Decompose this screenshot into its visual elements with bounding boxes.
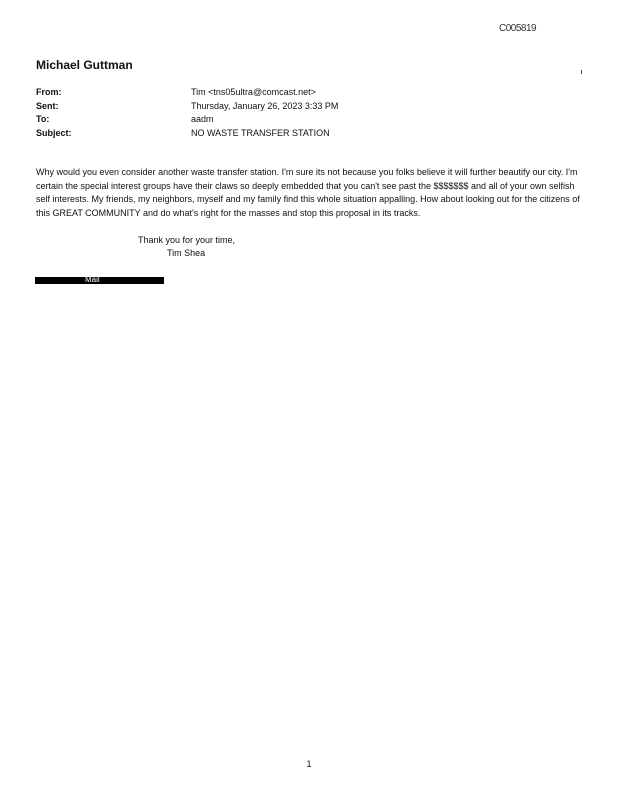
subject-value: NO WASTE TRANSFER STATION xyxy=(191,127,330,138)
sent-value: Thursday, January 26, 2023 3:33 PM xyxy=(191,100,339,111)
from-label: From: xyxy=(36,87,62,97)
email-body xyxy=(36,166,586,220)
margin-mark xyxy=(581,70,582,74)
to-value: aadm xyxy=(191,114,214,124)
page-number: 1 xyxy=(306,759,312,769)
email-header-fields xyxy=(36,86,596,140)
mail-folder-bar xyxy=(35,277,164,284)
sent-label: Sent: xyxy=(36,100,59,111)
email-body-text: Why would you even consider another waste transfer station. I'm sure its not because you folks believe it will further beautify our city. I'm certain the special interest groups have their claws so deeply embedded that you can't see past the $$$$$$$ and all of your own selfish self interests. My friends, my neighbors, myself and my family find this whole situation appalling. How about looking out for the citizens of this GREAT COMMUNITY and do what's right for the masses and stop this proposal in its tracks. xyxy=(36,167,580,218)
from-value: Tim <tns05ultra@comcast.net> xyxy=(191,87,316,97)
email-closing: Thank you for your time, xyxy=(138,235,236,245)
document-id: C005819 xyxy=(499,23,537,34)
to-label: To: xyxy=(36,114,50,124)
mail-folder-label: Mail xyxy=(85,275,100,284)
from-row xyxy=(36,86,596,100)
sent-row xyxy=(36,100,596,114)
subject-row xyxy=(36,127,596,141)
email-signature: Tim Shea xyxy=(167,248,206,258)
subject-label: Subject: xyxy=(36,127,72,138)
to-row xyxy=(36,113,596,127)
mailbox-owner-name: Michael Guttman xyxy=(36,58,133,72)
